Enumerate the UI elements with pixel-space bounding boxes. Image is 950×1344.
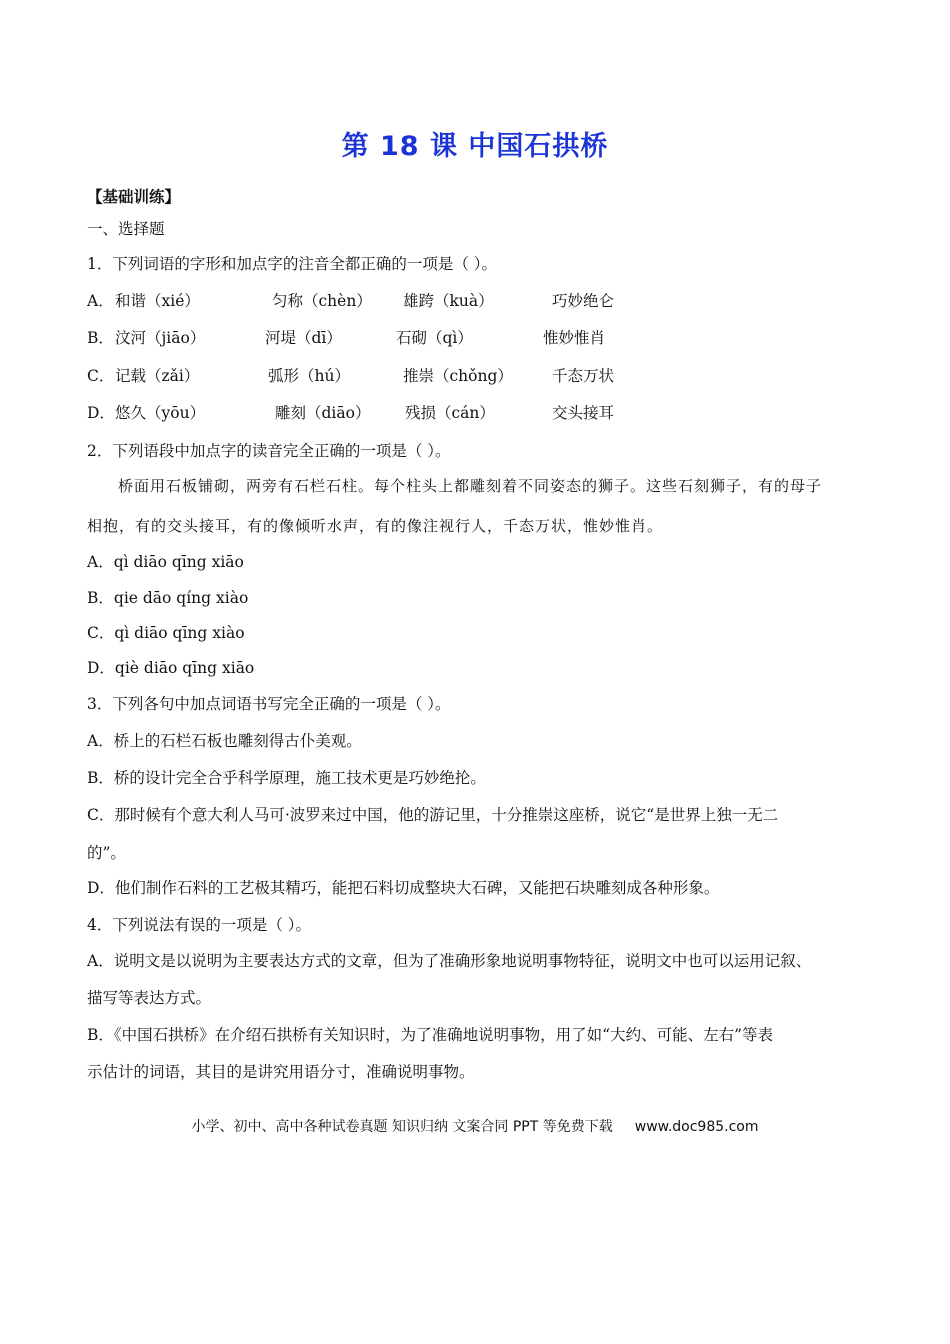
q1-d-label: D．: [87, 404, 115, 422]
q4-option-b: B．《中国石拱桥》在介绍石拱桥有关知识时，为了准确地说明事物，用了如“大约、可能、左右”等表: [87, 1026, 773, 1044]
q2-option-b: B．qie dāo qíng xiào: [87, 589, 249, 607]
q3-option-c-cont: 的”。: [87, 844, 126, 862]
q2-passage-line: 桥面用石板铺砌，两旁有石栏石柱。每个柱头上都雕刻着不同姿态的狮子。这些石刻狮子，有的母子: [118, 477, 823, 495]
q1-c-item: 千态万状: [552, 367, 615, 385]
q4-option-b-cont: 示估计的词语，其目的是讲究用语分寸，准确说明事物。: [87, 1063, 475, 1081]
q2-passage-line: 相抱，有的交头接耳，有的像倾听水声，有的像注视行人，千态万状，惟妙惟肖。: [87, 517, 664, 535]
page-footer: [0, 1116, 950, 1136]
q1-d-item: 残损（cán）: [405, 404, 495, 422]
footer-url[interactable]: www.doc985.com: [634, 1119, 759, 1135]
q1-a-item: 匀称（chèn）: [272, 292, 372, 310]
q4-stem: 4．下列说法有误的一项是（ ）。: [87, 916, 312, 934]
footer-text: 小学、初中、高中各种试卷真题 知识归纳 文案合同 PPT 等免费下载: [191, 1119, 613, 1135]
q1-b-item: 惟妙惟肖: [543, 329, 606, 347]
q1-b-item: 石砌（qì）: [396, 329, 473, 347]
q1-c-label: C．: [87, 367, 115, 385]
q1-a-item: 巧妙绝仑: [552, 292, 615, 310]
q1-stem: 1．下列词语的字形和加点字的注音全都正确的一项是（ ）。: [87, 255, 498, 273]
q2-stem: 2．下列语段中加点字的读音完全正确的一项是（ ）。: [87, 442, 451, 460]
q3-option-c: C．那时候有个意大利人马可·波罗来过中国，他的游记里，十分推崇这座桥，说它“是世界上独一无二: [87, 806, 779, 824]
q1-b-item: 河堤（dī）: [265, 329, 342, 347]
q4-option-a: A．说明文是以说明为主要表达方式的文章，但为了准确形象地说明事物特征，说明文中也可以运用记叙、: [87, 952, 812, 970]
q2-option-a: A．qì diāo qīng xiāo: [87, 553, 244, 571]
q1-c-item: 推崇（chǒng）: [403, 367, 513, 385]
q1-d-item: 悠久（yōu）: [115, 404, 206, 422]
q1-d-item: 交头接耳: [552, 404, 615, 422]
part-heading: 一、选择题: [87, 220, 165, 238]
q1-c-item: 弧形（hú）: [268, 367, 350, 385]
q1-c-item: 记载（zǎi）: [115, 367, 200, 385]
q2-option-c: C．qì diāo qīng xiào: [87, 624, 245, 642]
section-heading: 【基础训练】: [87, 188, 181, 206]
q3-stem: 3．下列各句中加点词语书写完全正确的一项是（ ）。: [87, 695, 451, 713]
q2-option-d: D．qiè diāo qīng xiāo: [87, 659, 255, 677]
q1-d-item: 雕刻（diāo）: [275, 404, 371, 422]
page-title: 第 18 课 中国石拱桥: [341, 131, 609, 162]
q4-option-a-cont: 描写等表达方式。: [87, 989, 212, 1007]
q3-option-b: B．桥的设计完全合乎科学原理，施工技术更是巧妙绝抡。: [87, 769, 486, 787]
q3-option-d: D．他们制作石料的工艺极其精巧，能把石料切成整块大石碑，又能把石块雕刻成各种形象。: [87, 879, 720, 897]
q1-b-label: B．: [87, 329, 114, 347]
q1-a-label: A．: [87, 292, 114, 310]
q1-a-item: 雄跨（kuà）: [403, 292, 494, 310]
q1-a-item: 和谐（xié）: [115, 292, 200, 310]
q1-b-item: 汶河（jiāo）: [115, 329, 206, 347]
q3-option-a: A．桥上的石栏石板也雕刻得古仆美观。: [87, 732, 362, 750]
